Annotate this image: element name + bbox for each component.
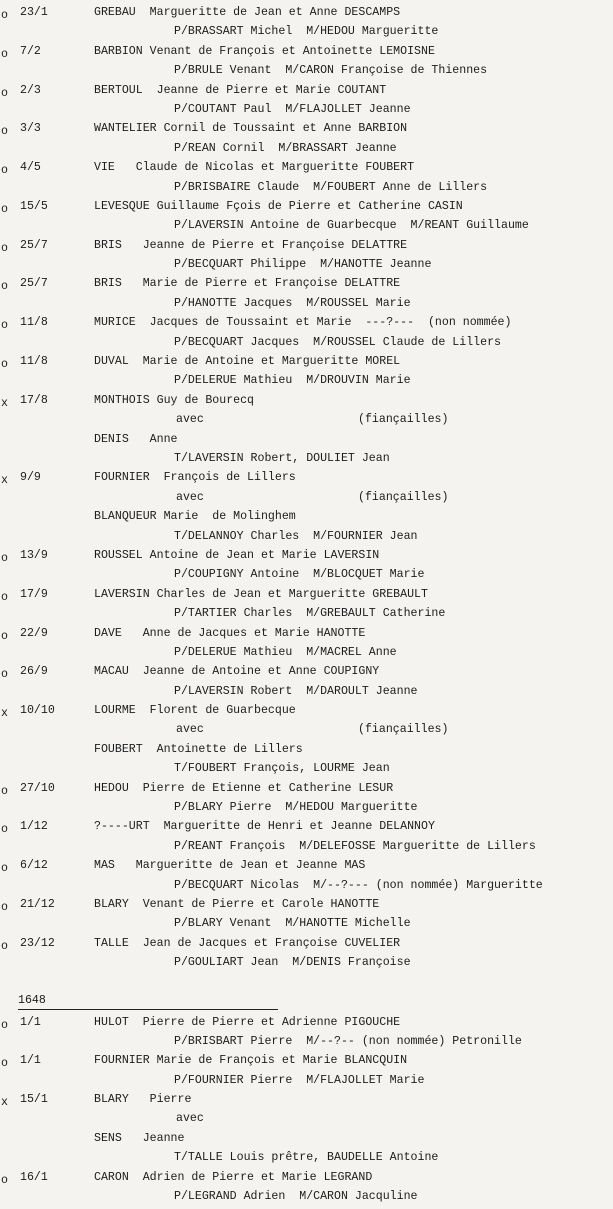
entry-sub: P/COUPIGNY Antoine M/BLOCQUET Marie bbox=[174, 568, 425, 582]
entry-sub: T/LAVERSIN Robert, DOULIET Jean bbox=[174, 451, 390, 465]
entry-mark: o bbox=[1, 241, 8, 255]
entry-main: BLARY Pierre bbox=[94, 1093, 192, 1107]
entry-mark: o bbox=[1, 1018, 8, 1032]
entry bbox=[0, 549, 613, 588]
entry-avec: avec bbox=[176, 723, 204, 737]
entry-mark: x bbox=[1, 474, 8, 488]
entry bbox=[0, 627, 613, 666]
entry-sub: T/DELANNOY Charles M/FOURNIER Jean bbox=[174, 529, 418, 543]
entry-main: DUVAL Marie de Antoine et Margueritte MOREL bbox=[94, 355, 401, 369]
entry-date: 15/5 bbox=[20, 199, 48, 213]
entry-fiancailles: (fiançailles) bbox=[358, 723, 449, 737]
entry-sub: P/BLARY Venant M/HANOTTE Michelle bbox=[174, 917, 411, 931]
entry-date: 13/9 bbox=[20, 548, 48, 562]
entry-main: FOURNIER Marie de François et Marie BLANCQUIN bbox=[94, 1054, 408, 1068]
entry-main: VIE Claude de Nicolas et Margueritte FOUBERT bbox=[94, 161, 415, 175]
entry-date: 25/7 bbox=[20, 277, 48, 291]
entry-marriage bbox=[0, 471, 613, 549]
entry-date: 9/9 bbox=[20, 471, 41, 485]
entry-main: ?----URT Margueritte de Henri et Jeanne DELANNOY bbox=[94, 820, 435, 834]
entry-mark: o bbox=[1, 551, 8, 565]
entry-sub: P/LEGRAND Adrien M/CARON Jacquline bbox=[174, 1190, 418, 1204]
entry-avec: avec bbox=[176, 490, 204, 504]
entry-mark: o bbox=[1, 862, 8, 876]
entry-date: 4/5 bbox=[20, 161, 41, 175]
entry-sub: P/LAVERSIN Antoine de Guarbecque M/REANT Guillaume bbox=[174, 219, 529, 233]
entry bbox=[0, 84, 613, 123]
entry-marriage bbox=[0, 1093, 613, 1171]
entry-mark: o bbox=[1, 164, 8, 178]
entry-mark: o bbox=[1, 9, 8, 22]
entry bbox=[0, 782, 613, 821]
entry-date: 17/8 bbox=[20, 393, 48, 407]
entry-sub: P/BRASSART Michel M/HEDOU Margueritte bbox=[174, 25, 439, 39]
entry-main: LAVERSIN Charles de Jean et Margueritte GREBAULT bbox=[94, 587, 428, 601]
entry-mark: o bbox=[1, 668, 8, 682]
entry bbox=[0, 122, 613, 161]
entry-mark: o bbox=[1, 202, 8, 216]
entry-date: 16/1 bbox=[20, 1170, 48, 1184]
entry-avec: avec bbox=[176, 413, 204, 427]
entry-main: DAVE Anne de Jacques et Marie HANOTTE bbox=[94, 626, 366, 640]
entry-date: 22/9 bbox=[20, 626, 48, 640]
entry-mark: o bbox=[1, 125, 8, 139]
entry-fiancailles: (fiançailles) bbox=[358, 490, 449, 504]
entry-spouse: DENIS Anne bbox=[94, 432, 178, 446]
entry-main: TALLE Jean de Jacques et Françoise CUVELIER bbox=[94, 936, 401, 950]
entry-main: MAS Margueritte de Jean et Jeanne MAS bbox=[94, 859, 366, 873]
entry-date: 15/1 bbox=[20, 1093, 48, 1107]
entry-mark: o bbox=[1, 629, 8, 643]
entry-mark: x bbox=[1, 707, 8, 721]
entry-spouse: SENS Jeanne bbox=[94, 1131, 185, 1145]
year-heading: 1648 bbox=[18, 993, 46, 1007]
entry-main: WANTELIER Cornil de Toussaint et Anne BARBION bbox=[94, 122, 408, 136]
entry-main: ROUSSEL Antoine de Jean et Marie LAVERSIN bbox=[94, 548, 380, 562]
entry-mark: o bbox=[1, 1057, 8, 1071]
entry-date: 2/3 bbox=[20, 83, 41, 97]
entry-date: 11/8 bbox=[20, 355, 48, 369]
entry-sub: P/DELERUE Mathieu M/MACREL Anne bbox=[174, 645, 397, 659]
entry-main: BRIS Marie de Pierre et Françoise DELATTRE bbox=[94, 277, 401, 291]
entry-date: 6/12 bbox=[20, 859, 48, 873]
entry-mark: o bbox=[1, 319, 8, 333]
entry-sub: P/BRISBART Pierre M/--?-- (non nommée) Petronille bbox=[174, 1034, 522, 1048]
entry-sub: P/FOURNIER Pierre M/FLAJOLLET Marie bbox=[174, 1073, 425, 1087]
entry-main: BERTOUL Jeanne de Pierre et Marie COUTANT bbox=[94, 83, 387, 97]
entry-mark: o bbox=[1, 590, 8, 604]
entry-mark: x bbox=[1, 1096, 8, 1110]
entry-mark: o bbox=[1, 86, 8, 100]
entry-sub: P/BLARY Pierre M/HEDOU Margueritte bbox=[174, 801, 418, 815]
entry-main: BLARY Venant de Pierre et Carole HANOTTE bbox=[94, 897, 380, 911]
year-rule bbox=[18, 1009, 278, 1010]
entry bbox=[0, 937, 613, 976]
entry bbox=[0, 277, 613, 316]
entry bbox=[0, 1054, 613, 1093]
register-page bbox=[0, 6, 613, 1209]
entry-sub: P/GOULIART Jean M/DENIS Françoise bbox=[174, 956, 411, 970]
entry-sub: P/LAVERSIN Robert M/DAROULT Jeanne bbox=[174, 684, 418, 698]
entry-main: GREBAU Margueritte de Jean et Anne DESCAMPS bbox=[94, 6, 401, 19]
entry-marriage bbox=[0, 394, 613, 472]
entry-date: 26/9 bbox=[20, 665, 48, 679]
entry bbox=[0, 6, 613, 45]
entry-sub: P/REANT François M/DELEFOSSE Margueritte de Lillers bbox=[174, 839, 536, 853]
entries-1647 bbox=[0, 6, 613, 976]
entry-main: MURICE Jacques de Toussaint et Marie ---?--- (non nommée) bbox=[94, 316, 512, 330]
entry-date: 27/10 bbox=[20, 781, 55, 795]
entry-avec: avec bbox=[176, 1112, 204, 1126]
entry-date: 1/12 bbox=[20, 820, 48, 834]
entry-date: 23/1 bbox=[20, 6, 48, 19]
entry-sub: P/BECQUART Philippe M/HANOTTE Jeanne bbox=[174, 258, 432, 272]
entries-1648 bbox=[0, 1016, 613, 1209]
entry-date: 7/2 bbox=[20, 44, 41, 58]
entry-sub: T/TALLE Louis prêtre, BAUDELLE Antoine bbox=[174, 1151, 439, 1165]
entry-fiancailles: (fiançailles) bbox=[358, 413, 449, 427]
entry-mark: o bbox=[1, 47, 8, 61]
entry-mark: o bbox=[1, 900, 8, 914]
entry-main: MONTHOIS Guy de Bourecq bbox=[94, 393, 255, 407]
entry bbox=[0, 45, 613, 84]
entry-mark: o bbox=[1, 823, 8, 837]
entry-main: LEVESQUE Guillaume Fçois de Pierre et Catherine CASIN bbox=[94, 199, 463, 213]
entry bbox=[0, 161, 613, 200]
entry-main: LOURME Florent de Guarbecque bbox=[94, 704, 296, 718]
entry-mark: o bbox=[1, 358, 8, 372]
entry bbox=[0, 239, 613, 278]
entry-sub: P/TARTIER Charles M/GREBAULT Catherine bbox=[174, 607, 446, 621]
entry-mark: o bbox=[1, 1173, 8, 1187]
entry bbox=[0, 820, 613, 859]
entry-sub: P/REAN Cornil M/BRASSART Jeanne bbox=[174, 141, 397, 155]
entry-spouse: BLANQUEUR Marie de Molinghem bbox=[94, 510, 296, 524]
entry bbox=[0, 200, 613, 239]
entry-main: FOURNIER François de Lillers bbox=[94, 471, 296, 485]
entry-date: 1/1 bbox=[20, 1054, 41, 1068]
year-heading-block bbox=[0, 976, 613, 1016]
entry-sub: P/COUTANT Paul M/FLAJOLLET Jeanne bbox=[174, 102, 411, 116]
entry bbox=[0, 1016, 613, 1055]
entry-main: HEDOU Pierre de Etienne et Catherine LESUR bbox=[94, 781, 394, 795]
entry bbox=[0, 859, 613, 898]
entry-date: 25/7 bbox=[20, 238, 48, 252]
entry-spouse: FOUBERT Antoinette de Lillers bbox=[94, 742, 303, 756]
entry-date: 23/12 bbox=[20, 936, 55, 950]
entry-mark: o bbox=[1, 939, 8, 953]
entry bbox=[0, 1171, 613, 1209]
entry bbox=[0, 665, 613, 704]
entry-date: 10/10 bbox=[20, 704, 55, 718]
entry bbox=[0, 316, 613, 355]
entry-date: 11/8 bbox=[20, 316, 48, 330]
entry-marriage bbox=[0, 704, 613, 782]
entry-mark: o bbox=[1, 784, 8, 798]
entry-main: HULOT Pierre de Pierre et Adrienne PIGOUCHE bbox=[94, 1015, 401, 1029]
entry bbox=[0, 355, 613, 394]
entry-date: 1/1 bbox=[20, 1015, 41, 1029]
entry-sub: T/FOUBERT François, LOURME Jean bbox=[174, 762, 390, 776]
entry-date: 21/12 bbox=[20, 897, 55, 911]
entry-main: MACAU Jeanne de Antoine et Anne COUPIGNY bbox=[94, 665, 380, 679]
entry-sub: P/BECQUART Nicolas M/--?--- (non nommée) Margueritte bbox=[174, 878, 543, 892]
entry-sub: P/HANOTTE Jacques M/ROUSSEL Marie bbox=[174, 296, 411, 310]
entry-date: 17/9 bbox=[20, 587, 48, 601]
entry-date: 3/3 bbox=[20, 122, 41, 136]
entry-main: CARON Adrien de Pierre et Marie LEGRAND bbox=[94, 1170, 373, 1184]
entry-mark: x bbox=[1, 396, 8, 410]
entry-main: BRIS Jeanne de Pierre et Françoise DELATTRE bbox=[94, 238, 408, 252]
entry-mark: o bbox=[1, 280, 8, 294]
entry-sub: P/BECQUART Jacques M/ROUSSEL Claude de Lillers bbox=[174, 335, 501, 349]
entry-sub: P/BRULE Venant M/CARON Françoise de Thiennes bbox=[174, 64, 488, 78]
entry bbox=[0, 588, 613, 627]
entry bbox=[0, 898, 613, 937]
entry-sub: P/DELERUE Mathieu M/DROUVIN Marie bbox=[174, 374, 411, 388]
entry-sub: P/BRISBAIRE Claude M/FOUBERT Anne de Lillers bbox=[174, 180, 488, 194]
entry-main: BARBION Venant de François et Antoinette LEMOISNE bbox=[94, 44, 435, 58]
